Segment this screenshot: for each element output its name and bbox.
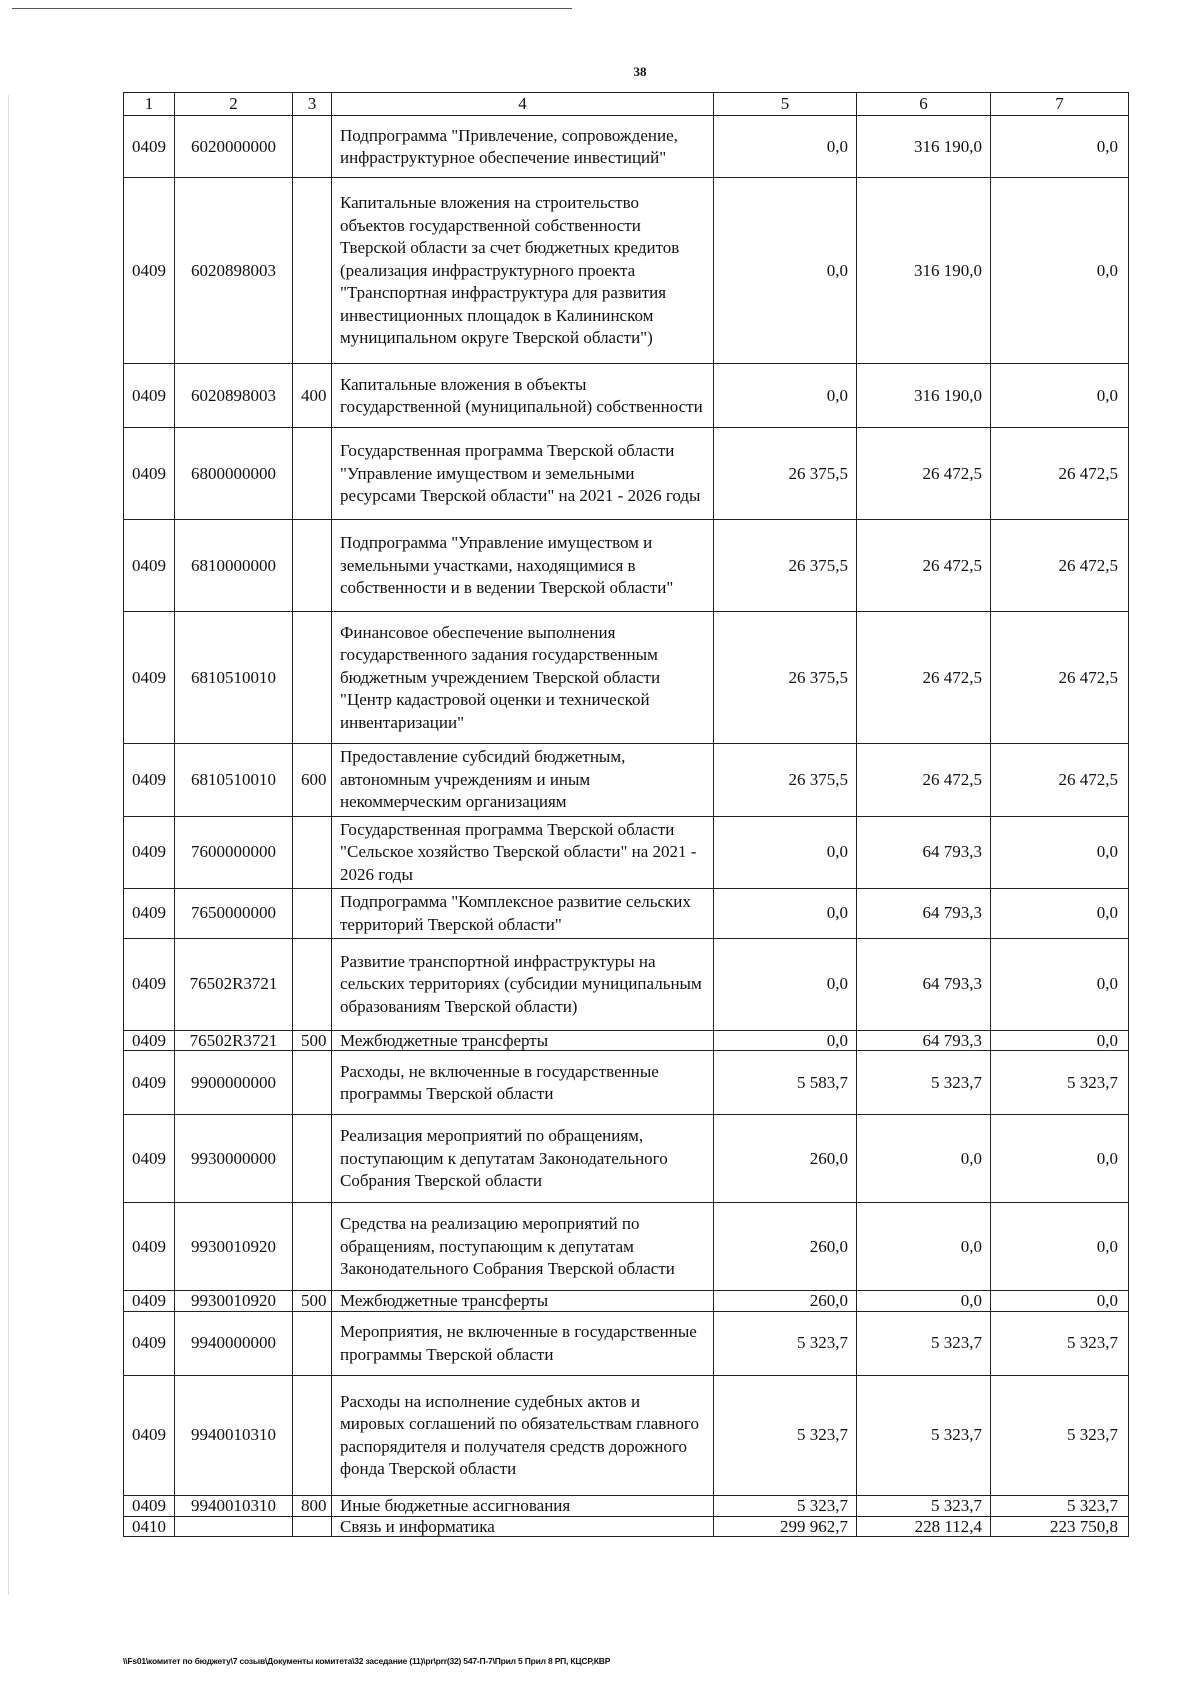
cell-col-2: 9940010310 [175, 1376, 293, 1496]
cell-col-7: 0,0 [991, 1030, 1129, 1051]
cell-col-4: Подпрограмма "Комплексное развитие сельских территорий Тверской области" [332, 889, 714, 939]
cell-col-3 [293, 1516, 332, 1537]
cell-col-7: 0,0 [991, 364, 1129, 428]
cell-col-3: 800 [293, 1496, 332, 1517]
table-row [124, 178, 1129, 364]
cell-col-1: 0409 [124, 889, 175, 939]
cell-col-4: Реализация мероприятий по обращениям, поступающим к депутатам Законодательного Собрания Тверской области [332, 1115, 714, 1203]
cell-col-6: 5 323,7 [857, 1496, 991, 1517]
cell-col-7: 0,0 [991, 938, 1129, 1030]
header-col-6: 6 [857, 93, 991, 116]
cell-col-2 [175, 1516, 293, 1537]
table-row [124, 816, 1129, 888]
cell-col-1: 0409 [124, 938, 175, 1030]
cell-col-5: 0,0 [714, 938, 857, 1030]
cell-col-5: 5 323,7 [714, 1376, 857, 1496]
left-scan-rule [8, 95, 9, 1595]
table-row [124, 1291, 1129, 1312]
cell-col-3: 500 [293, 1291, 332, 1312]
cell-col-3 [293, 1203, 332, 1291]
table-row [124, 889, 1129, 939]
cell-col-6: 26 472,5 [857, 520, 991, 612]
table-row [124, 1051, 1129, 1115]
cell-col-4: Подпрограмма "Привлечение, сопровождение, инфраструктурное обеспечение инвестиций" [332, 116, 714, 178]
cell-col-1: 0409 [124, 612, 175, 744]
cell-col-7: 26 472,5 [991, 428, 1129, 520]
cell-col-4: Развитие транспортной инфраструктуры на сельских территориях (субсидии муниципальным образованиям Тверской области) [332, 938, 714, 1030]
cell-col-5: 0,0 [714, 364, 857, 428]
cell-col-1: 0409 [124, 1030, 175, 1051]
table-row [124, 1516, 1129, 1537]
cell-col-1: 0409 [124, 1496, 175, 1517]
cell-col-7: 0,0 [991, 889, 1129, 939]
table-row [124, 744, 1129, 816]
cell-col-7: 0,0 [991, 1115, 1129, 1203]
cell-col-5: 260,0 [714, 1115, 857, 1203]
header-col-4: 4 [332, 93, 714, 116]
cell-col-3: 400 [293, 364, 332, 428]
budget-table [123, 92, 1129, 1537]
table-row [124, 1203, 1129, 1291]
cell-col-5: 0,0 [714, 116, 857, 178]
cell-col-5: 0,0 [714, 178, 857, 364]
table-row [124, 116, 1129, 178]
cell-col-2: 6020898003 [175, 178, 293, 364]
cell-col-3 [293, 1312, 332, 1376]
cell-col-2: 6810510010 [175, 744, 293, 816]
cell-col-2: 6800000000 [175, 428, 293, 520]
cell-col-7: 26 472,5 [991, 612, 1129, 744]
cell-col-2: 6020000000 [175, 116, 293, 178]
cell-col-2: 9930000000 [175, 1115, 293, 1203]
cell-col-7: 0,0 [991, 1291, 1129, 1312]
cell-col-3 [293, 1051, 332, 1115]
cell-col-5: 0,0 [714, 816, 857, 888]
cell-col-4: Капитальные вложения в объекты государственной (муниципальной) собственности [332, 364, 714, 428]
cell-col-6: 26 472,5 [857, 428, 991, 520]
header-col-5: 5 [714, 93, 857, 116]
cell-col-2: 76502R3721 [175, 938, 293, 1030]
table-row [124, 1312, 1129, 1376]
table-header-row [124, 93, 1129, 116]
cell-col-5: 0,0 [714, 1030, 857, 1051]
cell-col-6: 5 323,7 [857, 1376, 991, 1496]
header-col-3: 3 [293, 93, 332, 116]
cell-col-6: 5 323,7 [857, 1051, 991, 1115]
cell-col-4: Капитальные вложения на строительство объектов государственной собственности Тверской области за счет бюджетных кредитов (реализация инфраструктурного проекта "Транспортная инфраструктура для развития инвестиционных площадок в Калининском муниципальном округе Тверской области") [332, 178, 714, 364]
cell-col-4: Средства на реализацию мероприятий по обращениям, поступающим к депутатам Законодательного Собрания Тверской области [332, 1203, 714, 1291]
cell-col-1: 0409 [124, 428, 175, 520]
cell-col-2: 9930010920 [175, 1291, 293, 1312]
table-row [124, 428, 1129, 520]
cell-col-6: 26 472,5 [857, 612, 991, 744]
cell-col-4: Иные бюджетные ассигнования [332, 1496, 714, 1517]
cell-col-2: 6020898003 [175, 364, 293, 428]
cell-col-1: 0409 [124, 744, 175, 816]
cell-col-4: Государственная программа Тверской области "Управление имуществом и земельными ресурсами Тверской области" на 2021 - 2026 годы [332, 428, 714, 520]
cell-col-6: 0,0 [857, 1291, 991, 1312]
cell-col-5: 26 375,5 [714, 612, 857, 744]
cell-col-4: Государственная программа Тверской области "Сельское хозяйство Тверской области" на 2021 - 2026 годы [332, 816, 714, 888]
cell-col-2: 76502R3721 [175, 1030, 293, 1051]
cell-col-1: 0409 [124, 1115, 175, 1203]
cell-col-5: 299 962,7 [714, 1516, 857, 1537]
header-col-1: 1 [124, 93, 175, 116]
cell-col-6: 26 472,5 [857, 744, 991, 816]
cell-col-3 [293, 816, 332, 888]
table-row [124, 364, 1129, 428]
cell-col-2: 6810000000 [175, 520, 293, 612]
cell-col-3 [293, 178, 332, 364]
cell-col-3 [293, 1115, 332, 1203]
cell-col-6: 316 190,0 [857, 178, 991, 364]
cell-col-5: 5 323,7 [714, 1496, 857, 1517]
cell-col-1: 0409 [124, 178, 175, 364]
cell-col-2: 9900000000 [175, 1051, 293, 1115]
cell-col-4: Подпрограмма "Управление имуществом и земельными участками, находящимися в собственности и в ведении Тверской области" [332, 520, 714, 612]
cell-col-6: 316 190,0 [857, 116, 991, 178]
cell-col-5: 5 323,7 [714, 1312, 857, 1376]
cell-col-3: 500 [293, 1030, 332, 1051]
table-row [124, 520, 1129, 612]
cell-col-4: Предоставление субсидий бюджетным, автономным учреждениям и иным некоммерческим организациям [332, 744, 714, 816]
table-row [124, 612, 1129, 744]
top-scan-rule [12, 8, 572, 9]
cell-col-5: 260,0 [714, 1291, 857, 1312]
cell-col-6: 64 793,3 [857, 1030, 991, 1051]
cell-col-4: Финансовое обеспечение выполнения государственного задания государственным бюджетным учреждением Тверской области "Центр кадастровой оценки и технической инвентаризации" [332, 612, 714, 744]
cell-col-7: 5 323,7 [991, 1051, 1129, 1115]
cell-col-5: 26 375,5 [714, 428, 857, 520]
cell-col-6: 228 112,4 [857, 1516, 991, 1537]
cell-col-6: 316 190,0 [857, 364, 991, 428]
cell-col-5: 0,0 [714, 889, 857, 939]
cell-col-6: 0,0 [857, 1115, 991, 1203]
cell-col-4: Межбюджетные трансферты [332, 1291, 714, 1312]
cell-col-1: 0409 [124, 520, 175, 612]
cell-col-2: 9940010310 [175, 1496, 293, 1517]
cell-col-7: 0,0 [991, 1203, 1129, 1291]
cell-col-7: 5 323,7 [991, 1376, 1129, 1496]
cell-col-2: 9930010920 [175, 1203, 293, 1291]
cell-col-6: 64 793,3 [857, 816, 991, 888]
cell-col-7: 223 750,8 [991, 1516, 1129, 1537]
cell-col-7: 0,0 [991, 178, 1129, 364]
cell-col-7: 5 323,7 [991, 1312, 1129, 1376]
cell-col-5: 260,0 [714, 1203, 857, 1291]
cell-col-6: 0,0 [857, 1203, 991, 1291]
table-row [124, 1496, 1129, 1517]
cell-col-1: 0409 [124, 816, 175, 888]
cell-col-3 [293, 116, 332, 178]
cell-col-4: Мероприятия, не включенные в государственные программы Тверской области [332, 1312, 714, 1376]
cell-col-3: 600 [293, 744, 332, 816]
cell-col-3 [293, 938, 332, 1030]
table-row [124, 938, 1129, 1030]
cell-col-1: 0409 [124, 1051, 175, 1115]
cell-col-1: 0409 [124, 364, 175, 428]
cell-col-3 [293, 428, 332, 520]
header-col-7: 7 [991, 93, 1129, 116]
file-path-footer: \\Fs01\комитет по бюджету\7 созыв\Документы комитета\32 заседание (11)\pr\prr(32) 547-П-7\Прил 5 Прил 8 РП, КЦСР,КВР [123, 1656, 611, 1666]
cell-col-4: Расходы на исполнение судебных актов и мировых соглашений по обязательствам главного распорядителя и получателя средств дорожного фонда Тверской области [332, 1376, 714, 1496]
cell-col-7: 26 472,5 [991, 520, 1129, 612]
cell-col-1: 0409 [124, 116, 175, 178]
cell-col-1: 0409 [124, 1312, 175, 1376]
header-col-2: 2 [175, 93, 293, 116]
cell-col-6: 64 793,3 [857, 938, 991, 1030]
cell-col-3 [293, 1376, 332, 1496]
cell-col-1: 0409 [124, 1203, 175, 1291]
cell-col-6: 5 323,7 [857, 1312, 991, 1376]
cell-col-7: 26 472,5 [991, 744, 1129, 816]
cell-col-5: 26 375,5 [714, 520, 857, 612]
cell-col-2: 7650000000 [175, 889, 293, 939]
page-number: 38 [633, 64, 647, 79]
cell-col-6: 64 793,3 [857, 889, 991, 939]
cell-col-1: 0410 [124, 1516, 175, 1537]
cell-col-7: 5 323,7 [991, 1496, 1129, 1517]
cell-col-2: 9940000000 [175, 1312, 293, 1376]
cell-col-5: 5 583,7 [714, 1051, 857, 1115]
cell-col-3 [293, 889, 332, 939]
cell-col-4: Связь и информатика [332, 1516, 714, 1537]
cell-col-7: 0,0 [991, 816, 1129, 888]
cell-col-5: 26 375,5 [714, 744, 857, 816]
cell-col-1: 0409 [124, 1376, 175, 1496]
cell-col-1: 0409 [124, 1291, 175, 1312]
cell-col-4: Межбюджетные трансферты [332, 1030, 714, 1051]
table-row [124, 1376, 1129, 1496]
table-row [124, 1030, 1129, 1051]
cell-col-2: 7600000000 [175, 816, 293, 888]
cell-col-3 [293, 612, 332, 744]
table-body [124, 116, 1129, 1537]
cell-col-7: 0,0 [991, 116, 1129, 178]
cell-col-2: 6810510010 [175, 612, 293, 744]
cell-col-4: Расходы, не включенные в государственные программы Тверской области [332, 1051, 714, 1115]
table-row [124, 1115, 1129, 1203]
cell-col-3 [293, 520, 332, 612]
